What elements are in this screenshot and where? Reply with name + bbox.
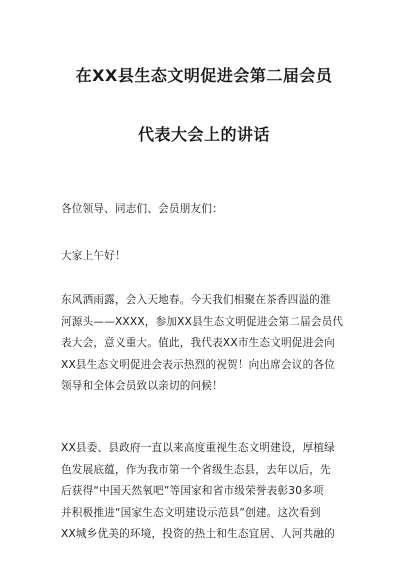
paragraph-line: 表大会，意义重大。值此，我代表XX市生态文明促进会向 [61,337,335,349]
paragraph-line: 后获得“中国天然氧吧”等国家和省市级荣誉表彰30多项 [61,485,324,497]
paragraph-line: 河源头——XXXX，参加XX县生态文明促进会第二届会员代 [61,315,344,328]
paragraph-line: XX县生态文明促进会表示热烈的祝贺！向出席会议的各位 [61,358,335,371]
paragraph-county-achievements [61,438,361,546]
greeting-line [61,246,361,268]
paragraph-line: XX县委、县政府一直以来高度重视生态文明建设，厚植绿 [61,442,335,454]
paragraph-line: 色发展底蕴，作为我市第一个省级生态县，去年以后，先 [61,463,331,476]
salutation-text: 各位领导、同志们、会员朋友们： [61,203,223,215]
paragraph-opening [61,290,361,398]
document-title-line-1: 在XX县生态文明促进会第二届会员 [75,66,333,85]
paragraph-line: 领导和全体会员致以亲切的问候！ [61,380,223,392]
document-title-line-2: 代表大会上的讲话 [137,125,270,144]
paragraph-line: 东风洒雨露，会入天地春。今天我们相聚在茶香四溢的淮 [61,294,331,306]
paragraph-line: XX城乡优美的环境，投资的热土和生态宜居、人河共融的 [61,528,335,540]
paragraph-line: 并积极推进“国家生态文明建设示范县”创建。这次看到 [61,506,321,519]
greeting-text: 大家上午好！ [61,250,126,262]
salutation [61,199,361,221]
